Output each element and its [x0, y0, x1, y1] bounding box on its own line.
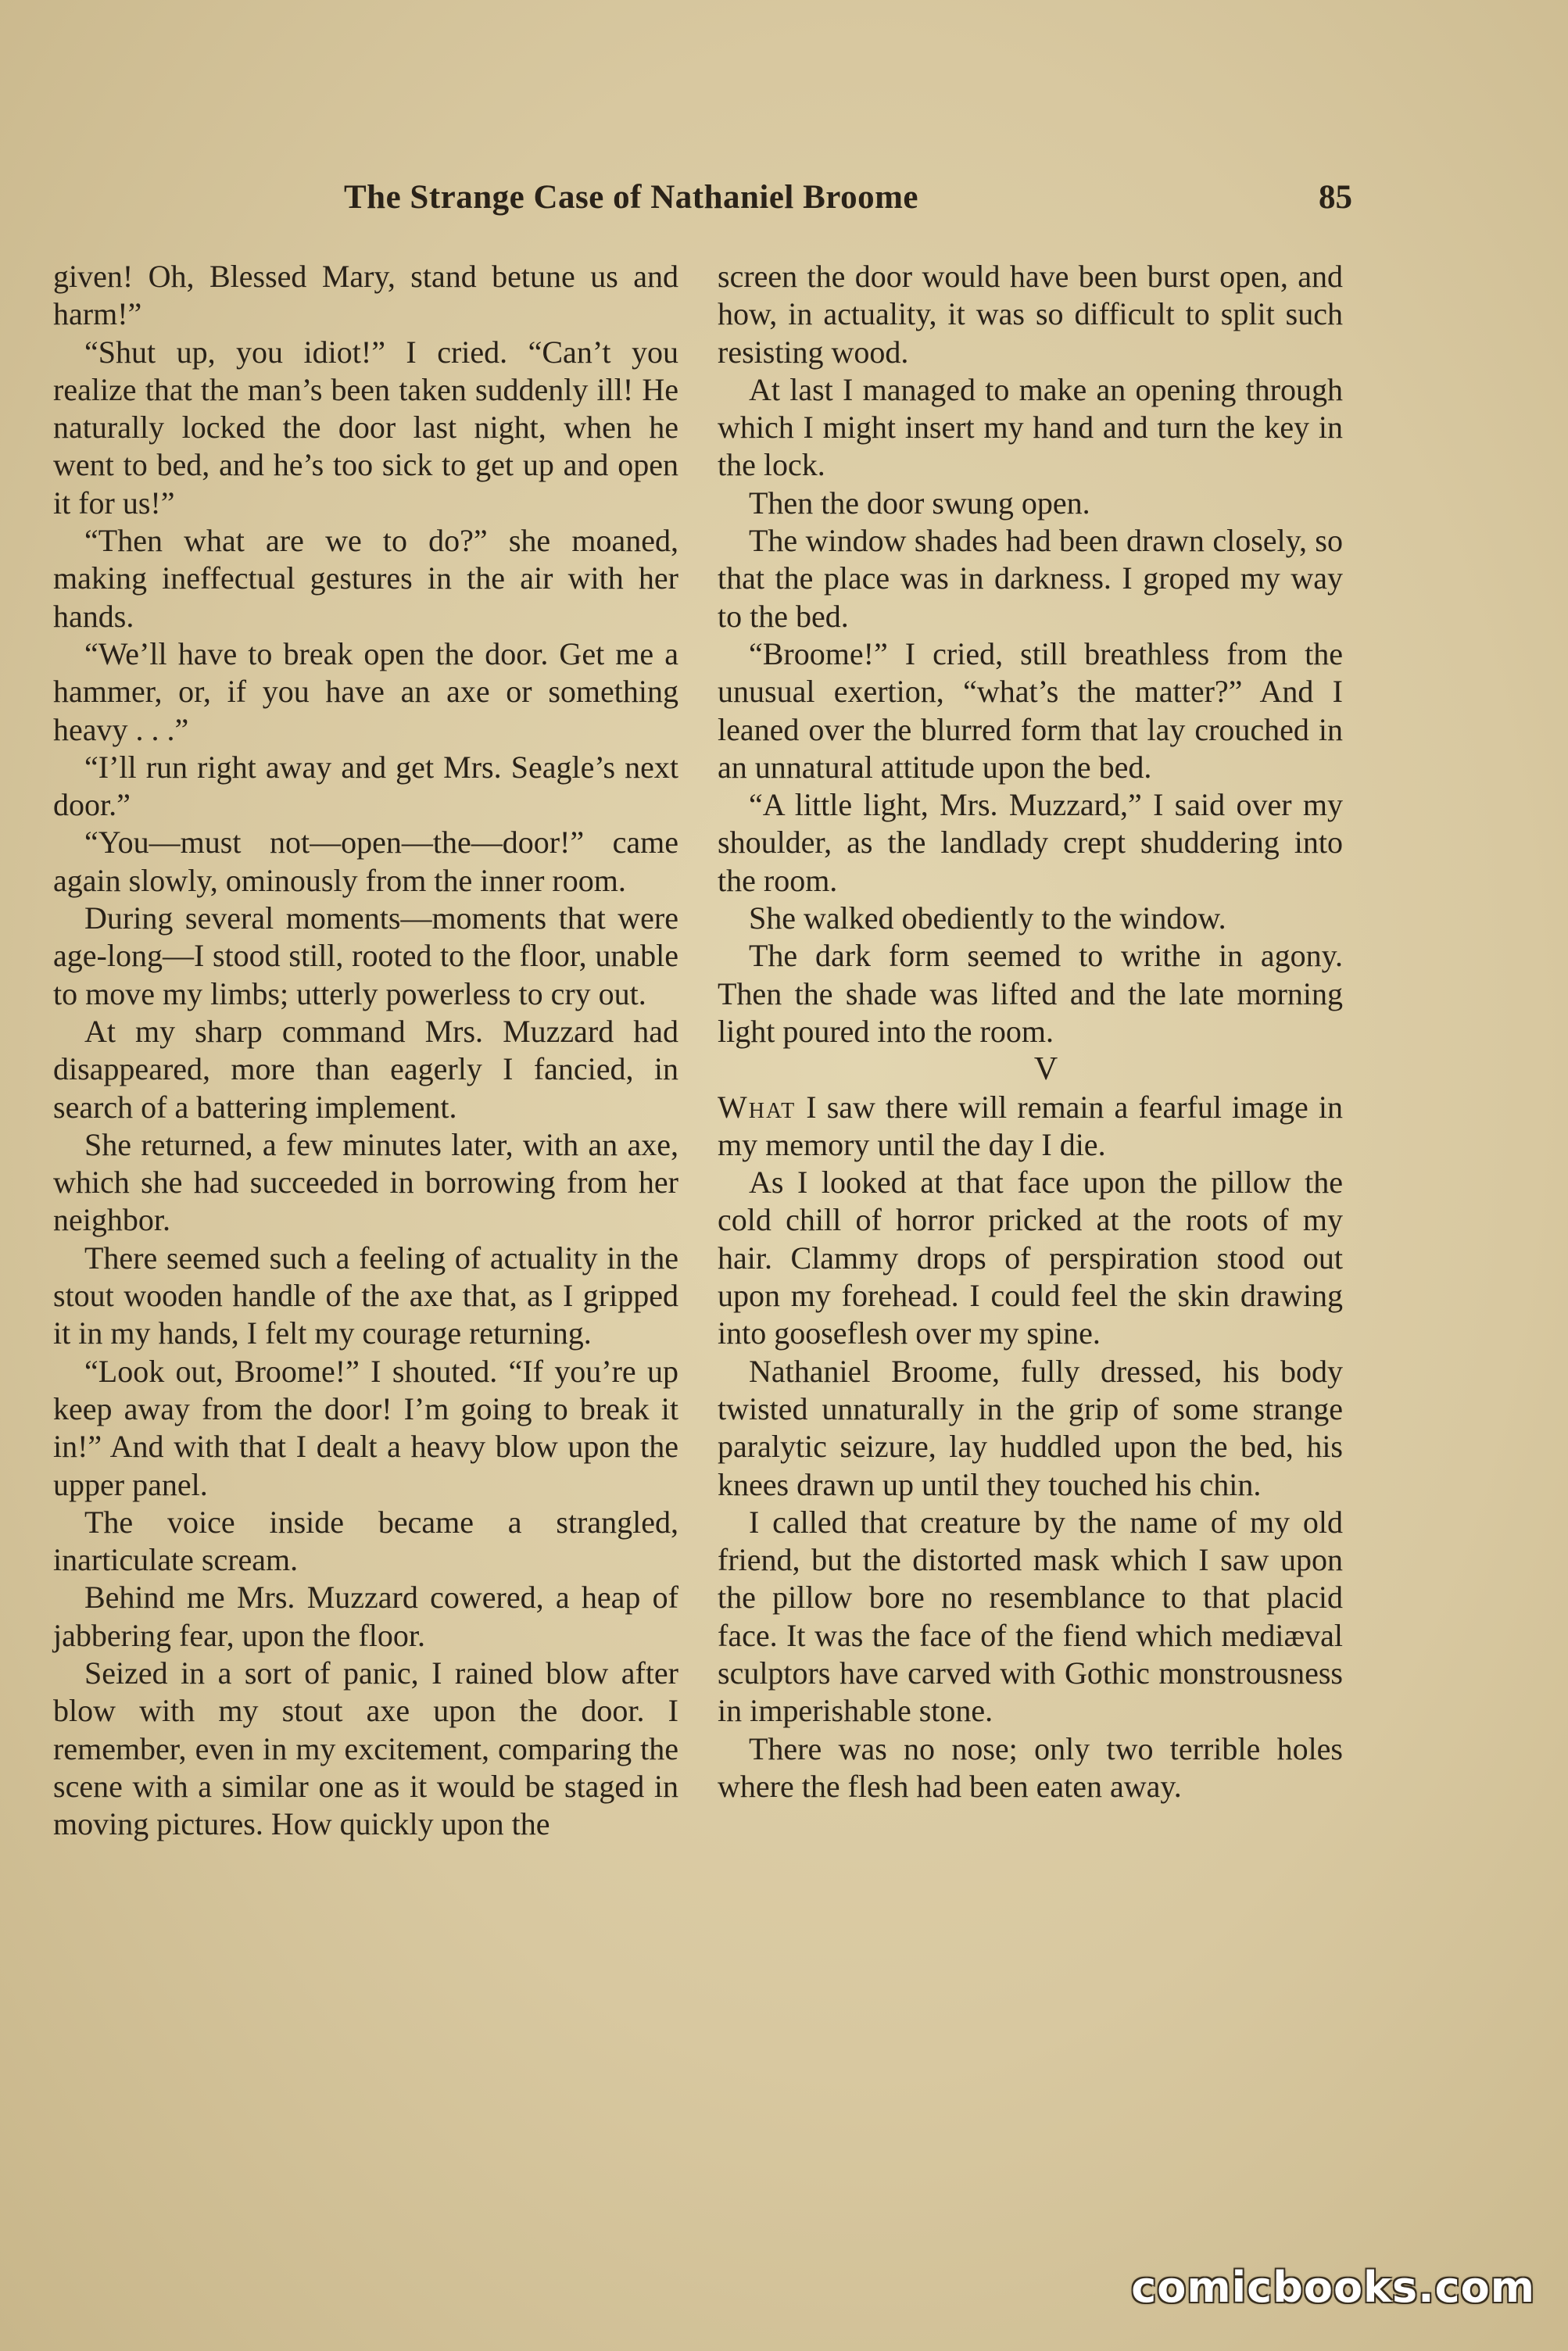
opening-small-caps: What — [718, 1089, 797, 1125]
left-column — [53, 258, 678, 1843]
paragraph: “We’ll have to break open the door. Get me a hammer, or, if you have an axe or something heavy . . .” — [53, 635, 678, 747]
paragraph: “Look out, Broome!” I shouted. “If you’re up keep away from the door! I’m going to break it in!” And with that I dealt a heavy blow upon the upper panel. — [53, 1353, 678, 1502]
paragraph: At my sharp command Mrs. Muzzard had disappeared, more than eagerly I fancied, in search of a battering implement. — [53, 1013, 678, 1125]
paragraph: She returned, a few minutes later, with an axe, which she had succeeded in borrowing from her neighbor. — [53, 1126, 678, 1238]
paragraph: The voice inside became a strangled, inarticulate scream. — [53, 1504, 678, 1578]
paragraph: The dark form seemed to writhe in agony. Then the shade was lifted and the late morning light poured into the room. — [718, 938, 1343, 1049]
paragraph: “Then what are we to do?” she moaned, making ineffectual gestures in the air with her hands. — [53, 523, 678, 634]
paragraph: Seized in a sort of panic, I rained blow after blow with my stout axe upon the door. I remember, even in my excitement, comparing the scene with a similar one as it would be staged in moving pictures. How quickly upon the — [53, 1655, 678, 1842]
paragraph: screen the door would have been burst open, and how, in actuality, it was so difficult to split such resisting wood. — [718, 259, 1343, 370]
paragraph: She walked obediently to the window. — [749, 900, 1226, 936]
paragraph: Behind me Mrs. Muzzard cowered, a heap of jabbering fear, upon the floor. — [53, 1580, 678, 1653]
page-number: 85 — [1319, 179, 1352, 216]
section-heading: V — [1033, 1051, 1058, 1088]
paragraph: The window shades had been drawn closely, so that the place was in darkness. I groped my way to the bed. — [718, 523, 1343, 634]
paragraph: Then the door swung open. — [749, 485, 1090, 521]
paragraph: As I looked at that face upon the pillow the cold chill of horror pricked at the roots of my hair. Clammy drops of perspiration stood out upon my forehead. I could feel the skin drawing into gooseflesh over my spine. — [718, 1165, 1343, 1351]
opening-text: I saw there will remain a fearful image in my memory until the day I die. — [718, 1089, 1343, 1162]
running-title: The Strange Case of Nathaniel Broome — [344, 179, 919, 216]
paragraph: There was no nose; only two terrible holes where the flesh had been eaten away. — [718, 1730, 1343, 1804]
paragraph: During several moments—moments that were age-long—I stood still, rooted to the floor, unable to move my limbs; utterly powerless to cry out. — [53, 900, 678, 1011]
paragraph: “Broome!” I cried, still breathless from the unusual exertion, “what’s the matter?” And I leaned over the blurred form that lay crouched in an unnatural attitude upon the bed. — [718, 635, 1343, 785]
paragraph: given! Oh, Blessed Mary, stand betune us and harm!” — [53, 259, 678, 332]
section-opening-paragraph — [718, 1089, 1343, 1165]
watermark: comicbooks.com — [1131, 2263, 1535, 2312]
paragraph: “You—must not—open—the—door!” came again slowly, ominously from the inner room. — [53, 825, 678, 898]
paragraph: “I’ll run right away and get Mrs. Seagle’s next door.” — [53, 749, 678, 823]
paragraph: Nathaniel Broome, fully dressed, his body twisted unnaturally in the grip of some strange paralytic seizure, lay huddled upon the bed, his knees drawn up until they touched his chin. — [718, 1353, 1343, 1502]
paragraph: “A little light, Mrs. Muzzard,” I said over my shoulder, as the landlady crept shuddering into the room. — [718, 787, 1343, 898]
page-header — [344, 178, 1352, 233]
right-column — [718, 258, 1343, 1805]
paragraph: At last I managed to make an opening through which I might insert my hand and turn the key in the lock. — [718, 371, 1343, 483]
paragraph: I called that creature by the name of my old friend, but the distorted mask which I saw upon the pillow bore no resemblance to that placid face. It was the face of the fiend which mediæval sculptors have carved with Gothic monstrousness in imperishable stone. — [718, 1504, 1343, 1729]
paragraph: “Shut up, you idiot!” I cried. “Can’t you realize that the man’s been taken suddenly ill! He naturally locked the door last night, when he went to bed, and he’s too sick to get up and open it for us!” — [53, 334, 678, 521]
paragraph: There seemed such a feeling of actuality in the stout wooden handle of the axe that, as I gripped it in my hands, I felt my courage returning. — [53, 1240, 678, 1351]
